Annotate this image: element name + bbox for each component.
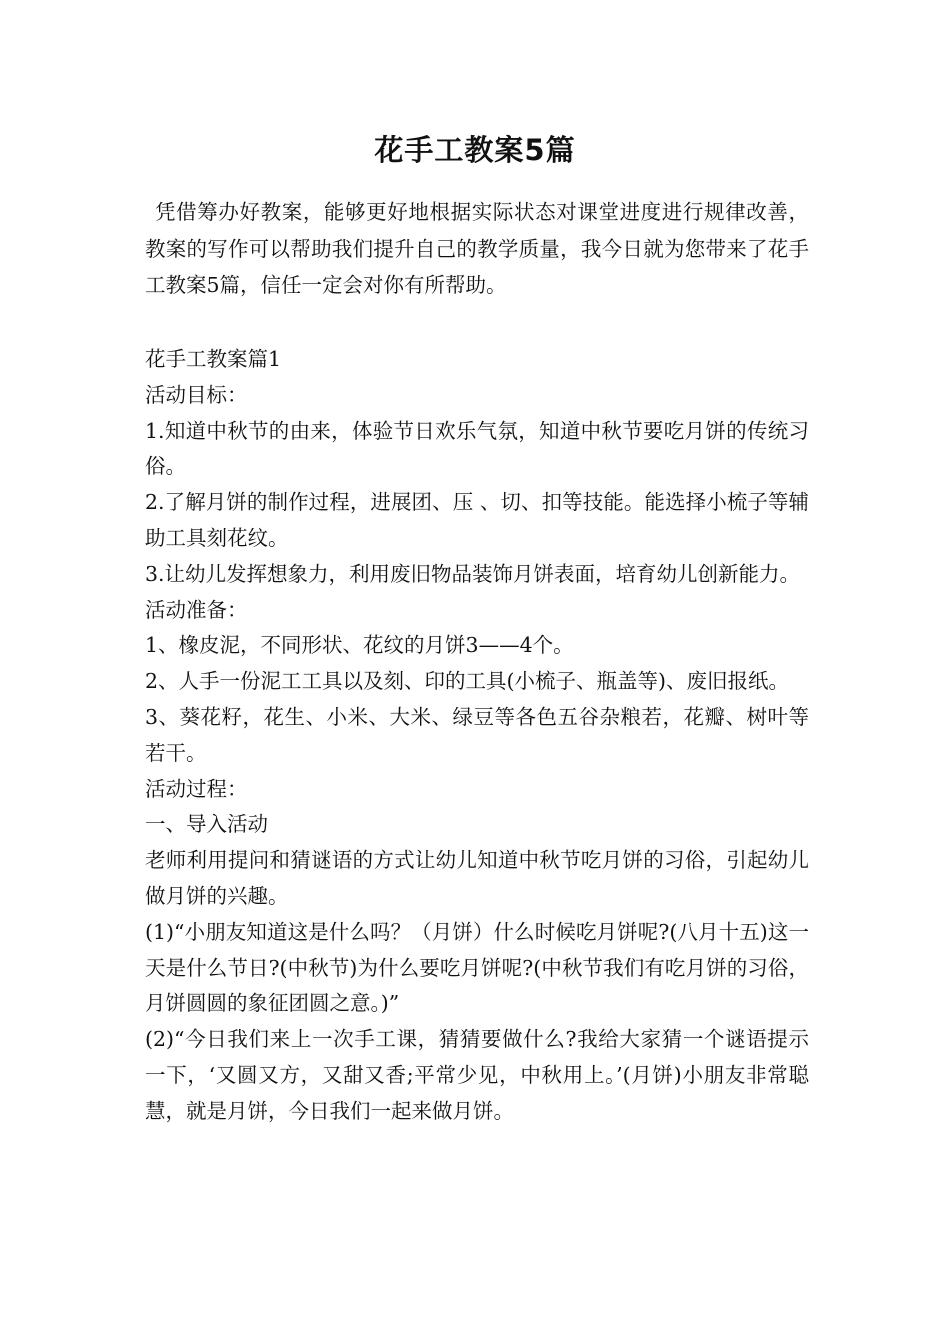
subheading-process: 活动过程： xyxy=(145,776,248,801)
paragraph: 1、橡皮泥，不同形状、花纹的月饼3——4个。 xyxy=(145,633,574,658)
body-text xyxy=(145,342,809,1130)
section-heading: 花手工教案篇1 xyxy=(145,347,282,371)
subheading-goals: 活动目标： xyxy=(145,382,248,407)
paragraph: 2、人手一份泥工工具以及刻、印的工具(小梳子、瓶盖等)、废旧报纸。 xyxy=(145,669,790,694)
paragraph: (1)“小朋友知道这是什么吗？（月饼）什么时候吃月饼呢?(八月十五)这一天是什么节日?(中秋节)为什么要吃月饼呢?(中秋节我们有吃月饼的习俗，月饼圆圆的象征团圆之意。)” xyxy=(145,919,809,1016)
paragraph: 3、葵花籽，花生、小米、大米、绿豆等各色五谷杂粮若，花瓣、树叶等若干。 xyxy=(145,704,809,765)
intro-paragraph: 凭借筹办好教案，能够更好地根据实际状态对课堂进度进行规律改善，教案的写作可以帮助我们提升自己的教学质量，我今日就为您带来了花手工教案5篇，信任一定会对你有所帮助。 xyxy=(145,200,809,297)
paragraph: 1.知道中秋节的由来，体验节日欢乐气氛，知道中秋节要吃月饼的传统习俗。 xyxy=(145,418,809,479)
paragraph: 老师利用提问和猜谜语的方式让幼儿知道中秋节吃月饼的习俗，引起幼儿做月饼的兴趣。 xyxy=(145,848,809,908)
subheading-intro-activity: 一、导入活动 xyxy=(145,812,268,837)
document-title: 花手工教案5篇 xyxy=(374,133,576,167)
paragraph: 3.让幼儿发挥想象力，利用废旧物品装饰月饼表面，培育幼儿创新能力。 xyxy=(145,561,801,586)
subheading-preparation: 活动准备： xyxy=(145,597,248,622)
paragraph: 2.了解月饼的制作过程，进展团、压 、切、扣等技能。能选择小梳子等辅助工具刻花纹。 xyxy=(145,490,809,550)
paragraph: (2)“今日我们来上一次手工课，猜猜要做什么?我给大家猜一个谜语提示一下，‘又圆又方，又甜又香;平常少见，中秋用上。’(月饼)小朋友非常聪慧，就是月饼，今日我们一起来做月饼。 xyxy=(145,1027,809,1123)
